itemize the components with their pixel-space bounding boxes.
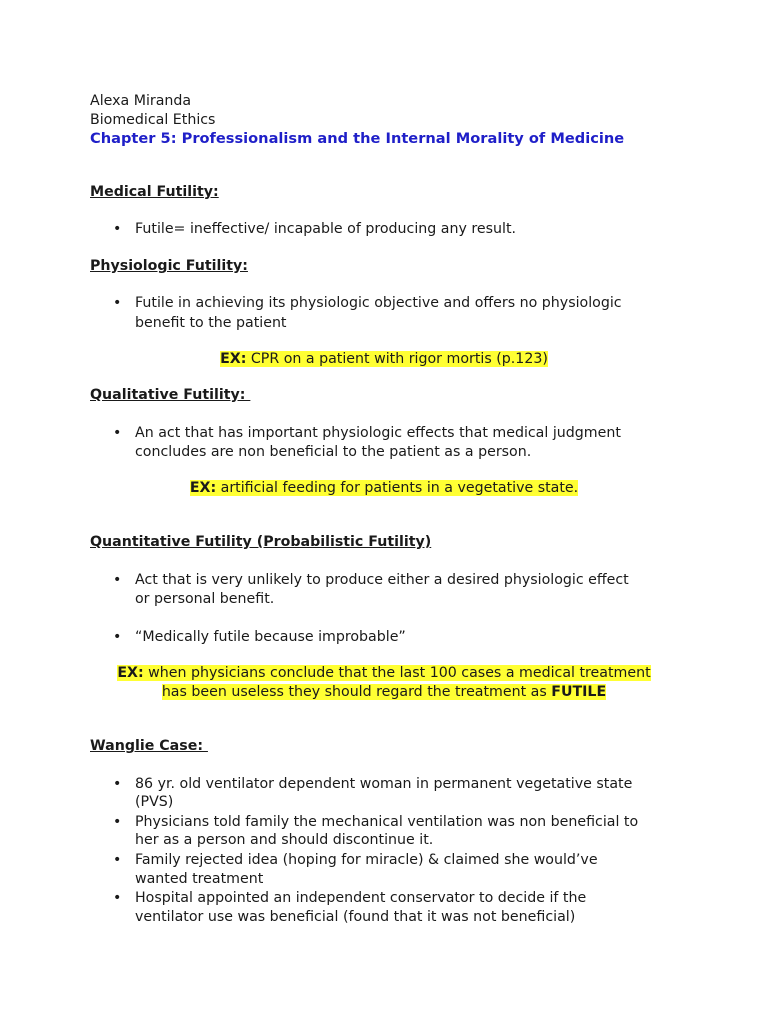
heading-qualitative-futility: Qualitative Futility: bbox=[90, 387, 251, 403]
example-text: artificial feeding for patients in a vegetative state. bbox=[216, 480, 579, 496]
qualitative-example bbox=[0, 479, 768, 498]
wanglie-bullet-3-line-1: Family rejected idea (hoping for miracle) & claimed she would’ve bbox=[135, 852, 598, 868]
author-name: Alexa Miranda bbox=[90, 93, 192, 109]
quantitative-example-line-1 bbox=[0, 664, 768, 683]
wanglie-bullet-1-line-2: (PVS) bbox=[135, 794, 174, 810]
wanglie-bullet-1-line-1: 86 yr. old ventilator dependent woman in permanent vegetative state bbox=[135, 776, 633, 792]
qualitative-bullet-line-1: An act that has important physiologic effects that medical judgment bbox=[135, 425, 621, 441]
heading-wanglie-case: Wanglie Case: bbox=[90, 738, 208, 754]
bullet-marker: • bbox=[113, 572, 122, 588]
example-label: EX: bbox=[117, 665, 144, 681]
physiologic-bullet-line-1: Futile in achieving its physiologic objective and offers no physiologic bbox=[135, 295, 622, 311]
example-label: EX: bbox=[220, 351, 247, 367]
wanglie-bullet-4-line-2: ventilator use was beneficial (found that it was not beneficial) bbox=[135, 909, 576, 925]
qualitative-bullet-line-2: concludes are non beneficial to the patient as a person. bbox=[135, 444, 532, 460]
bullet-marker: • bbox=[113, 814, 122, 830]
heading-physiologic-futility: Physiologic Futility: bbox=[90, 258, 248, 274]
example-text: CPR on a patient with rigor mortis (p.123) bbox=[246, 351, 548, 367]
quantitative-bullet-1-line-1: Act that is very unlikely to produce either a desired physiologic effect bbox=[135, 572, 629, 588]
example-emphasis: FUTILE bbox=[551, 684, 607, 700]
bullet-marker: • bbox=[113, 776, 122, 792]
bullet-marker: • bbox=[113, 425, 122, 441]
bullet-marker: • bbox=[113, 629, 122, 645]
physiologic-example bbox=[0, 350, 768, 369]
chapter-title: Chapter 5: Professionalism and the Internal Morality of Medicine bbox=[90, 130, 625, 147]
heading-quantitative-futility: Quantitative Futility (Probabilistic Futility) bbox=[90, 534, 432, 550]
example-text: when physicians conclude that the last 100 cases a medical treatment bbox=[143, 665, 651, 681]
example-text: has been useless they should regard the treatment as bbox=[161, 684, 552, 700]
medical-futility-bullet-1: Futile= ineffective/ incapable of producing any result. bbox=[135, 221, 517, 237]
quantitative-bullet-1-line-2: or personal benefit. bbox=[135, 591, 275, 607]
bullet-marker: • bbox=[113, 852, 122, 868]
heading-medical-futility: Medical Futility: bbox=[90, 184, 219, 200]
bullet-marker: • bbox=[113, 295, 122, 311]
wanglie-bullet-3-line-2: wanted treatment bbox=[135, 871, 264, 887]
example-label: EX: bbox=[189, 480, 217, 496]
wanglie-bullet-4-line-1: Hospital appointed an independent conservator to decide if the bbox=[135, 890, 587, 906]
wanglie-bullet-2-line-1: Physicians told family the mechanical ventilation was non beneficial to bbox=[135, 814, 639, 830]
physiologic-bullet-line-2: benefit to the patient bbox=[135, 315, 287, 331]
bullet-marker: • bbox=[113, 221, 122, 237]
quantitative-example-line-2 bbox=[0, 683, 768, 702]
wanglie-bullet-2-line-2: her as a person and should discontinue it. bbox=[135, 832, 434, 848]
course-name: Biomedical Ethics bbox=[90, 112, 216, 128]
bullet-marker: • bbox=[113, 890, 122, 906]
quantitative-bullet-2: “Medically futile because improbable” bbox=[135, 629, 406, 645]
